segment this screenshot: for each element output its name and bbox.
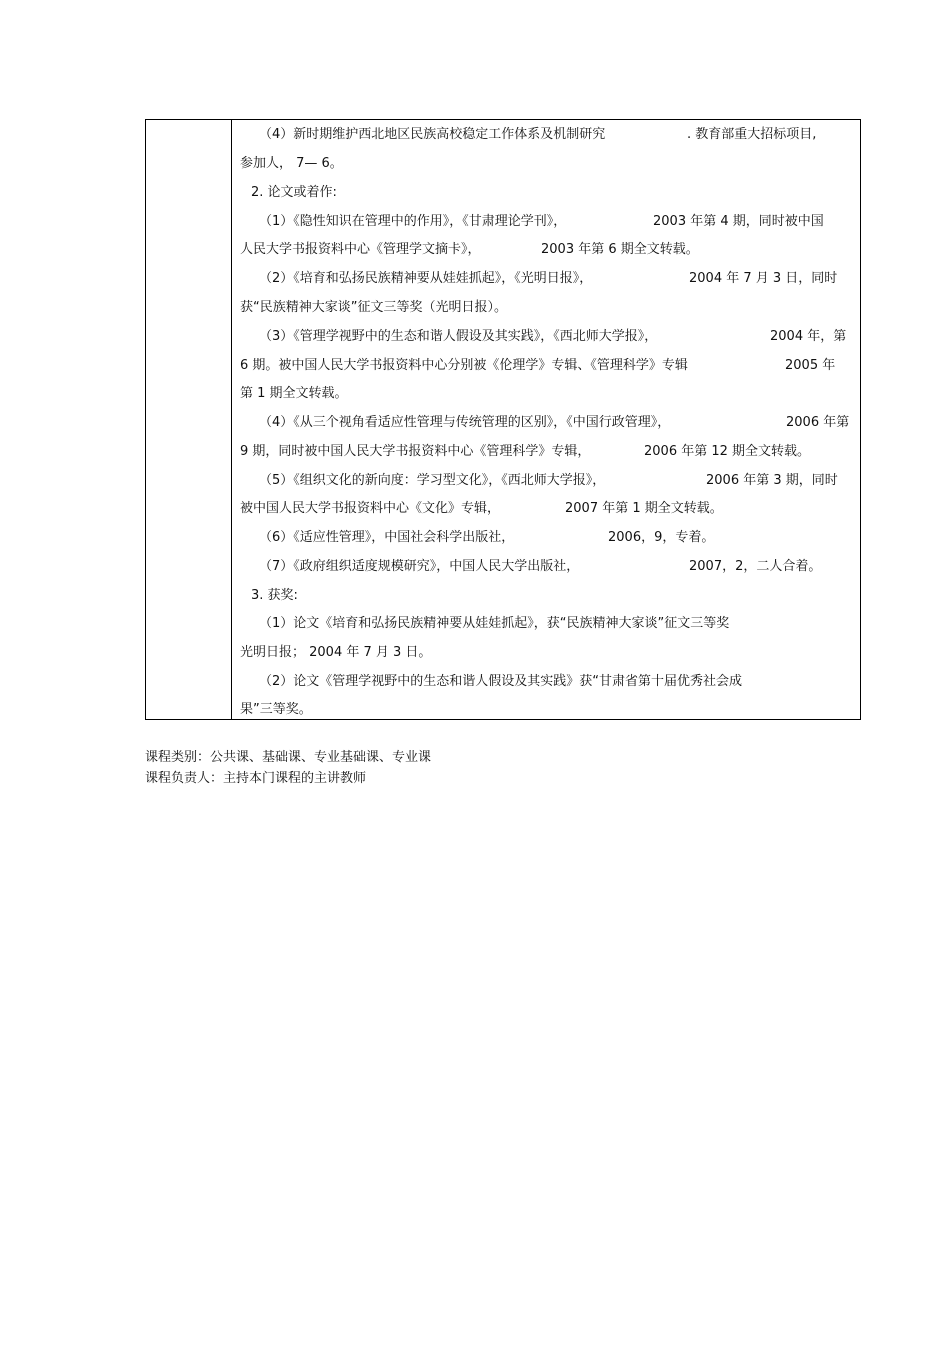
line-text: （6）《适应性管理》，中国社会科学出版社， <box>259 530 515 545</box>
line-text: 获“民族精神大家谈”征文三等奖（光明日报）。 <box>240 300 507 315</box>
line-tail: 2004 年，第 <box>770 329 847 344</box>
line-tail: 2004 年 7 月 3 日，同时 <box>689 271 838 286</box>
line-text: （3）《管理学视野中的生态和谐人假设及其实践》，《西北师大学报》， <box>259 329 658 344</box>
table-row <box>259 214 852 230</box>
table-row <box>240 702 852 718</box>
course-type-note: 课程类别：公共课、基础课、专业基础课、专业课 <box>145 750 432 765</box>
line-text: （1）《隐性知识在管理中的作用》，《甘肃理论学刊》， <box>259 214 567 229</box>
line-text: （5）《组织文化的新向度：学习型文化》，《西北师大学报》， <box>259 473 606 488</box>
line-text: （4）新时期维护西北地区民族高校稳定工作体系及机制研究 <box>259 127 606 142</box>
table-row <box>259 674 852 690</box>
table-row <box>259 415 852 431</box>
line-text: （2）论文《管理学视野中的生态和谐人假设及其实践》获“甘肃省第十届优秀社会成 <box>259 674 743 689</box>
line-tail: 2006，9，专着。 <box>608 530 715 545</box>
table-row <box>240 300 852 316</box>
line-tail: 2006 年第 <box>786 415 850 430</box>
table-row <box>240 386 852 402</box>
line-text: （7）《政府组织适度规模研究》，中国人民大学出版社， <box>259 559 580 574</box>
line-text: 2. 论文或着作: <box>251 185 337 200</box>
table-row <box>240 358 852 374</box>
table-row <box>240 645 852 661</box>
line-text: 第 1 期全文转载。 <box>240 386 348 401</box>
table-row <box>240 242 852 258</box>
line-tail: 2006 年第 3 期，同时 <box>706 473 838 488</box>
line-tail: 2005 年 <box>785 358 836 373</box>
line-text: 被中国人民大学书报资料中心《文化》专辑， <box>240 501 501 516</box>
table-row <box>259 329 852 345</box>
table-row <box>240 156 852 172</box>
line-tail: 2007 年第 1 期全文转载。 <box>565 501 723 516</box>
line-text: 9 期，同时被中国人民大学书报资料中心《管理科学》专辑， <box>240 444 591 459</box>
line-tail: 2007，2，二人合着。 <box>689 559 822 574</box>
table-row <box>240 444 852 460</box>
line-text: 人民大学书报资料中心《管理学文摘卡》， <box>240 242 481 257</box>
content-table <box>145 119 861 720</box>
line-tail: 2006 年第 12 期全文转载。 <box>644 444 811 459</box>
table-row <box>259 559 852 575</box>
line-text: 参加人， 7— 6。 <box>240 156 343 171</box>
line-tail: 2003 年第 4 期，同时被中国 <box>653 214 824 229</box>
table-row <box>259 473 852 489</box>
table-row <box>259 271 852 287</box>
line-tail: . 教育部重大招标项目, <box>687 127 817 142</box>
line-tail: 2003 年第 6 期全文转载。 <box>541 242 699 257</box>
course-lead-note: 课程负责人：主持本门课程的主讲教师 <box>145 771 367 786</box>
line-text: 果”三等奖。 <box>240 702 312 717</box>
table-left-cell <box>146 120 232 719</box>
line-text: （2）《培育和弘扬民族精神要从娃娃抓起》，《光明日报》， <box>259 271 593 286</box>
table-row <box>259 530 852 546</box>
section-heading <box>251 185 852 201</box>
line-text: 光明日报； 2004 年 7 月 3 日。 <box>240 645 432 660</box>
table-row <box>259 127 852 143</box>
table-row <box>259 616 852 632</box>
table-right-cell <box>232 120 860 719</box>
line-text: （4）《从三个视角看适应性管理与传统管理的区别》，《中国行政管理》， <box>259 415 671 430</box>
line-text: 6 期。被中国人民大学书报资料中心分别被《伦理学》专辑、《管理科学》专辑 <box>240 358 688 373</box>
table-row <box>240 501 852 517</box>
section-heading <box>251 588 852 604</box>
line-text: （1）论文《培育和弘扬民族精神要从娃娃抓起》，获“民族精神大家谈”征文三等奖 <box>259 616 730 631</box>
line-text: 3. 获奖: <box>251 588 298 603</box>
